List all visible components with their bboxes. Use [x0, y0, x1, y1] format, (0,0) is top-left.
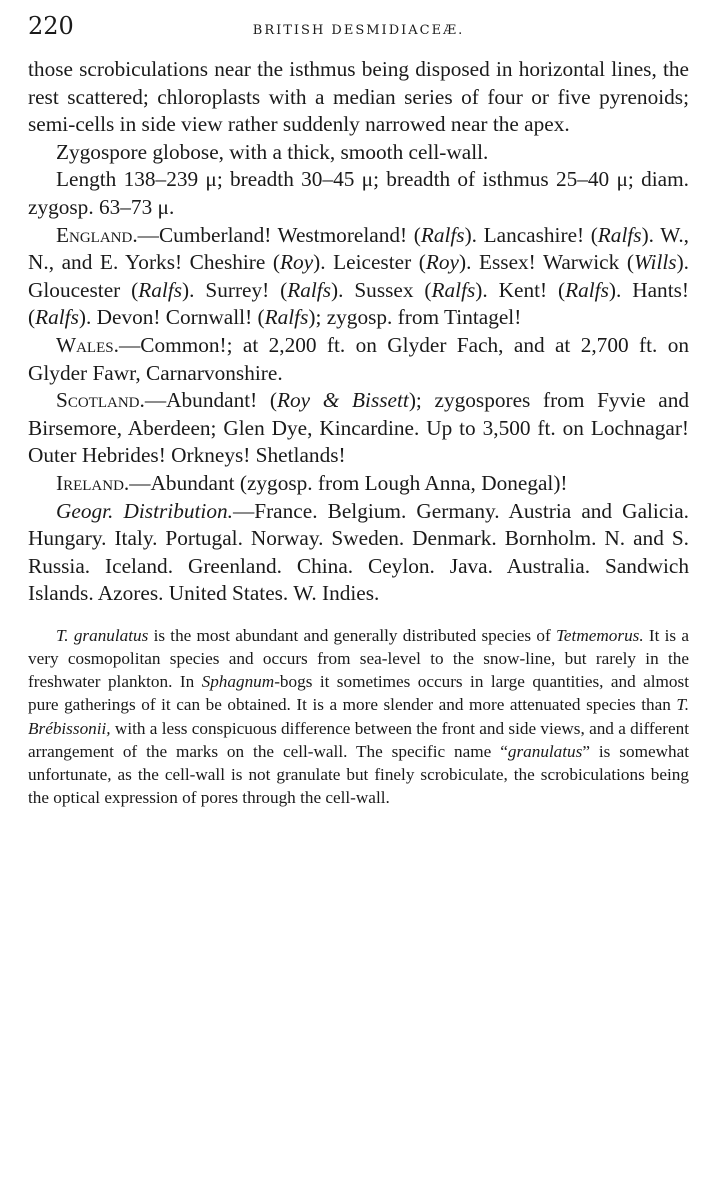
england-text: ); zygosp. from Tintagel!: [308, 305, 522, 330]
author-ref: Ralfs: [597, 222, 642, 247]
author-ref: Ralfs: [35, 305, 79, 330]
england-text: ). W., N., and E. Yorks! Cheshire (: [28, 222, 689, 275]
wales-text: —Common!; at 2,200 ft. on Glyder Fach, and at 2,700 ft. on Glyder Fawr, Carnarvonshire.: [28, 332, 689, 385]
running-title: BRITISH DESMIDIACEÆ.: [252, 23, 465, 38]
note-text: It is a very cosmopolitan species and occurs from sea-level to the snow-line, but rarely in the freshwater plankton. In: [28, 625, 689, 692]
author-ref: Wills: [633, 250, 677, 275]
england-text: ). Leicester (: [313, 250, 426, 275]
page-number: 220: [28, 12, 74, 40]
england-text: ). Hants! (: [28, 277, 689, 330]
scotland-records: [28, 387, 689, 470]
author-ref: Ralfs: [431, 277, 476, 302]
sphagnum-name: Sphagnum: [201, 672, 275, 692]
note-paragraph: [28, 624, 689, 810]
scotland-text: ); zygospores from Fyvie and Birsemore, Aberdeen; Glen Dye, Kincardine. Up to 3,500 ft. on Lochnagar! Outer Hebrides! Orkneys! Shetlands!: [28, 388, 690, 468]
author-ref: Ralfs: [138, 277, 183, 302]
genus-name: Tetmemorus.: [555, 625, 644, 645]
england-label: England.: [56, 222, 138, 247]
note-text: -bogs it sometimes occurs in large quantities, and almost pure gatherings of it can be obtained. It is a more slender and more attenuated species than: [28, 672, 689, 715]
england-text: ). Kent! (: [475, 277, 566, 302]
geographic-distribution: [28, 498, 689, 608]
england-records: [28, 222, 689, 332]
england-text: ). Gloucester (: [28, 250, 689, 302]
note-text: with a less conspicuous difference between the front and side views, and a different arrangement of the marks on the cell-wall. The specific name “: [28, 718, 689, 761]
england-text: ). Sussex (: [331, 277, 432, 302]
main-text: [28, 56, 689, 608]
england-text: ). Surrey! (: [182, 277, 288, 302]
ireland-text: —Abundant (zygosp. from Lough Anna, Donegal)!: [129, 470, 568, 495]
page-header: [28, 12, 689, 56]
distribution-text: —France. Belgium. Germany. Austria and Galicia. Hungary. Italy. Portugal. Norway. Sweden. Denmark. Bornholm. N. and S. Russia. Iceland. Greenland. China. Ceylon. Java. Australia. Sandwich Islands. Azores. United States. W. Indies.: [28, 498, 689, 606]
england-text: ). Essex! Warwick (: [458, 250, 634, 275]
scotland-text: —Abundant! (: [144, 388, 277, 413]
description-continuation: those scrobiculations near the isthmus being disposed in horizontal lines, the rest scattered; chloroplasts with a median series of four or five pyrenoids; semi-cells in side view rather suddenly narrowed near the apex.: [28, 57, 689, 137]
england-text: —Cumberland! Westmoreland! (: [137, 222, 421, 247]
note-text: is the most abundant and generally distributed species of: [148, 625, 556, 645]
author-ref: Ralfs: [565, 277, 609, 302]
distribution-label: Geogr. Distribution.: [56, 498, 233, 523]
brebissonii-name: T. Brébissonii,: [28, 695, 689, 738]
author-ref: Ralfs: [420, 222, 465, 247]
measurements: Length 138–239 μ; breadth 30–45 μ; breadth of isthmus 25–40 μ; diam. zygosp. 63–73 μ.: [28, 167, 689, 219]
species-name: T. granulatus: [56, 625, 149, 645]
note-text: ” is somewhat unfortunate, as the cell-wall is not granulate but finely scrobiculate, the scrobiculations being the optical expression of pores through the cell-wall.: [28, 741, 689, 808]
ireland-records: [28, 470, 689, 498]
specific-name: granulatus: [507, 741, 583, 761]
author-ref: Ralfs: [287, 277, 332, 302]
zygospore-description: Zygospore globose, with a thick, smooth cell-wall.: [56, 139, 489, 164]
author-ref: Roy: [280, 250, 314, 275]
author-ref: Ralfs: [264, 305, 309, 330]
scotland-label: Scotland.: [56, 388, 145, 413]
author-ref: Roy: [425, 250, 459, 275]
wales-label: Wales.: [56, 332, 119, 357]
species-note: [28, 624, 689, 810]
england-text: ). Lancashire! (: [464, 222, 598, 247]
ireland-label: Ireland.: [56, 470, 130, 495]
author-ref: Roy & Bissett: [277, 388, 409, 413]
wales-records: [28, 332, 689, 387]
england-text: ). Devon! Cornwall! (: [78, 305, 265, 330]
